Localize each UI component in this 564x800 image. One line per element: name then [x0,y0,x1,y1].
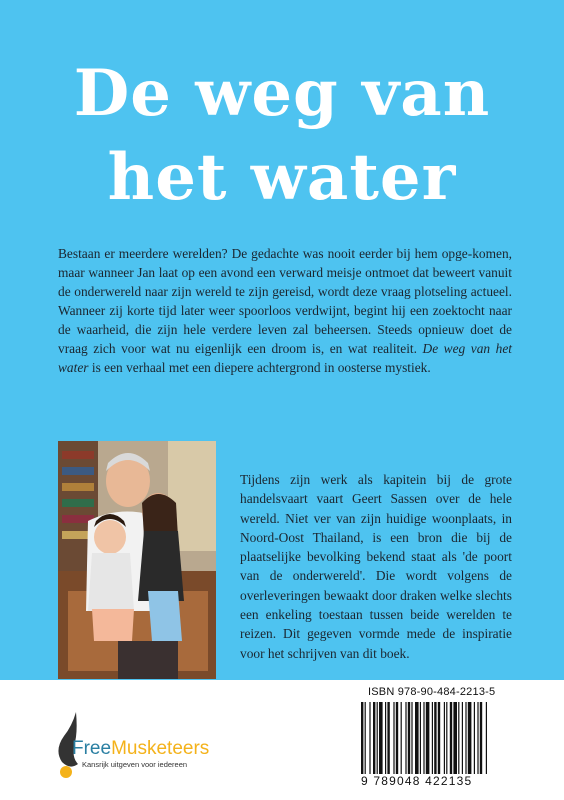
blurb-text-2: is een verhaal met een diepere achtergrond in oosterse mystiek. [88,360,431,375]
barcode-digits: 9 789048 422135 [355,774,535,788]
publisher-name [72,738,209,760]
blurb-book-title: De weg van het water [58,341,512,375]
book-title [0,52,564,220]
blurb-paragraph [58,244,512,377]
isbn-label: ISBN 978-90-484-2213-5 [368,686,496,698]
publisher-tagline: Kansrijk uitgeven voor iedereen [82,760,188,769]
author-bio: Tijdens zijn werk als kapitein bij de grote handelsvaart vaart Geert Sassen over de hele wereld. Niet ver van zijn huidige woonplaats, in Noord-Oost Thailand, is een bron die bij de plaatselijke bevolking bekend staat als 'de poort van de onderwereld'. Die wordt volgens de overleveringen bewaakt door draken welke slechts een enkeling toestaan tussen beide werelden te reizen. Dit gegeven vormde mede de inspiratie voor het schrijven van dit boek. [240,472,512,661]
book-title-line-2: het water [107,140,457,215]
blurb-text-1: Bestaan er meerdere werelden? De gedachte was nooit eerder bij hem opge-komen, maar wanneer Jan laat op een avond een verward meisje ontmoet dat beweert vanuit de onderwereld naar zijn wereld te zijn gereisd, wordt deze vraag plotseling actueel. Wanneer zij korte tijd later weer spoorloos verdwijnt, begint hij een zoektocht naar de waarheid, die zijn hele verdere leven zal beheersen. Steeds opnieuw doet de vraag zich voor wat nu eigenlijk een droom is, en wat realiteit. [58,246,512,356]
publisher-name-free: Free [72,738,112,759]
book-title-line-1: De weg van [73,56,491,131]
isbn-barcode [355,700,535,784]
orange-dot-icon [60,766,72,778]
author-photo [58,441,216,679]
publisher-name-musketeers: Musketeers [111,738,210,759]
